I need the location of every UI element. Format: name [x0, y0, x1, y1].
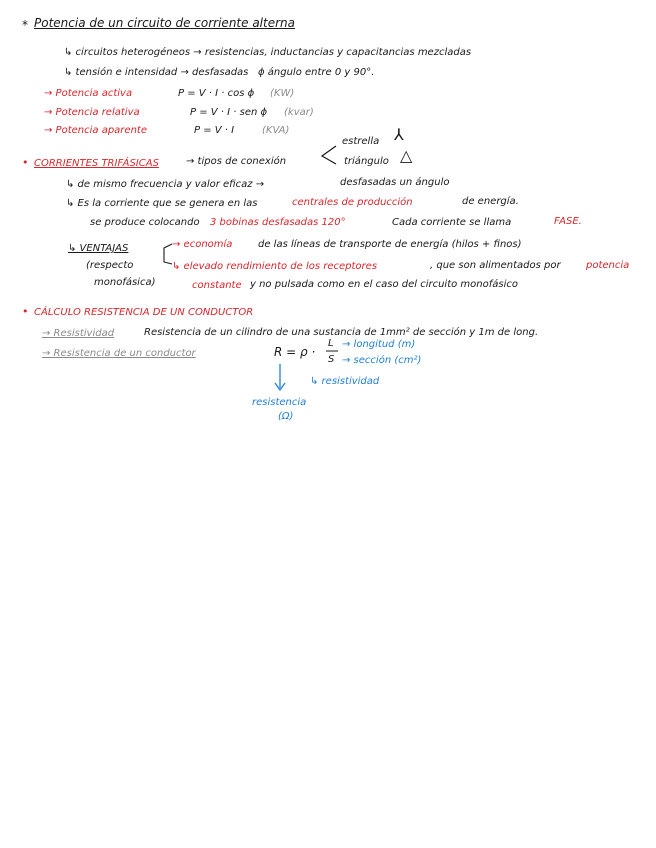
s2-adv-economy: → economía — [172, 239, 233, 250]
s1-tension-line: ↳ tensión e intensidad → desfasadas — [64, 67, 249, 78]
s2-power-plants: centrales de producción — [292, 197, 413, 208]
s1-active-label: → Potencia activa — [44, 88, 133, 99]
s2-connection-types: → tipos de conexión — [186, 156, 287, 167]
s3-resistivity-text: Resistencia de un cilindro de una sustancia de 1mm² de sección y 1m de long. — [144, 327, 539, 338]
s2-advantages-sub1: (respecto — [86, 260, 134, 271]
s1-reactive-unit: (kvar) — [284, 107, 314, 118]
s3-resistivity-label: → Resistividad — [42, 328, 115, 339]
star-connection-icon: ⅄ — [394, 125, 404, 144]
section3-title: CÁLCULO RESISTENCIA DE UN CONDUCTOR — [34, 307, 254, 318]
s2-adv-performance: ↳ elevado rendimiento de los receptores — [172, 261, 378, 272]
s2-phase-called: Cada corriente se llama — [392, 217, 512, 228]
s2-adv-economy-text: de las líneas de transporte de energía (hilos + finos) — [258, 239, 522, 250]
section2-title: CORRIENTES TRIFÁSICAS — [34, 158, 159, 169]
s3-resistivity-arrow: ↳ resistividad — [310, 376, 380, 387]
section1-title: Potencia de un circuito de corriente alterna — [34, 16, 295, 30]
s2-triangle-label: triángulo — [344, 156, 389, 167]
section1-bullet: * — [22, 18, 28, 32]
s3-conductor-label: → Resistencia de un conductor — [42, 348, 196, 359]
s2-energy-text: de energía. — [462, 196, 519, 207]
s1-active-formula: P = V · I · cos ϕ — [178, 88, 255, 99]
section3-bullet: • — [22, 305, 29, 318]
s1-heterogeneous-line: ↳ circuitos heterogéneos → resistencias, inductancias y capacitancias mezcladas — [64, 47, 472, 58]
s1-angle-text: ϕ ángulo entre 0 y 90°. — [258, 67, 375, 78]
s3-resistance-label: resistencia — [252, 397, 307, 408]
s2-adv-power: potencia — [586, 260, 630, 271]
s2-phase-shift: desfasadas un ángulo — [340, 177, 450, 188]
s2-placing-text: se produce colocando — [90, 217, 200, 228]
s2-phase-word: FASE. — [554, 216, 582, 227]
s2-advantages-sub2: monofásica) — [94, 277, 156, 288]
s2-coils-text: 3 bobinas desfasadas 120° — [210, 217, 346, 228]
s2-adv-constant: constante — [192, 280, 242, 291]
section2-bullet: • — [22, 156, 29, 169]
s2-advantages-label: ↳ VENTAJAS — [68, 243, 129, 254]
s3-length-label: → longitud (m) — [342, 339, 416, 350]
s1-apparent-formula: P = V · I — [194, 125, 235, 136]
s2-star-label: estrella — [342, 136, 380, 147]
s1-reactive-label: → Potencia relativa — [44, 107, 140, 118]
s3-resistance-unit: (Ω) — [278, 411, 294, 422]
s1-active-unit: (KW) — [270, 88, 295, 99]
s1-apparent-label: → Potencia aparente — [44, 125, 147, 136]
triangle-connection-icon: △ — [400, 146, 413, 165]
s3-formula-r: R = ρ · — [274, 345, 316, 359]
s2-adv-monophasic: y no pulsada como en el caso del circuito monofásico — [250, 279, 518, 290]
s1-reactive-formula: P = V · I · sen ϕ — [190, 107, 268, 118]
s3-formula-s: S — [328, 354, 335, 365]
s2-adv-fed-by: , que son alimentados por — [430, 260, 561, 271]
s1-apparent-unit: (KVA) — [262, 125, 290, 136]
s2-generated-line: ↳ Es la corriente que se genera en las — [66, 198, 258, 209]
s2-frequency-line: ↳ de mismo frecuencia y valor eficaz → — [66, 179, 265, 190]
s3-section-label: → sección (cm²) — [342, 355, 422, 366]
s3-formula-l: L — [328, 338, 334, 349]
